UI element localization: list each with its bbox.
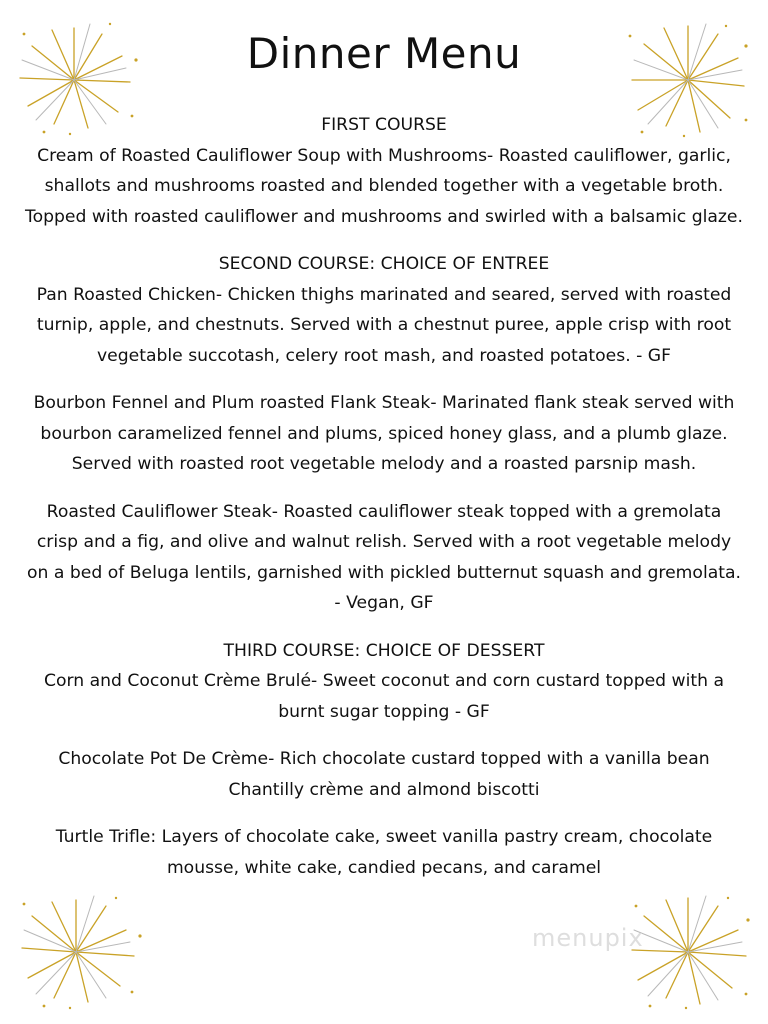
firework-sparkle-icon [16, 892, 146, 1012]
course-heading-second: SECOND COURSE: CHOICE OF ENTREE [218, 254, 550, 274]
course-heading-first: FIRST COURSE [321, 115, 447, 135]
watermark: menupix [532, 924, 644, 952]
course-second [24, 249, 744, 619]
menu-item-pot-de-creme: Chocolate Pot De Crème- Rich chocolate custard topped with a vanilla bean Chantilly crème and almond biscotti [58, 749, 710, 800]
menu-item-pan-roasted-chicken: Pan Roasted Chicken- Chicken thighs marinated and seared, served with roasted turnip, apple, and chestnuts. Served with a chestnut puree, apple crisp with root vegetable succotash, celery root mash, and roasted potatoes. - GF [36, 284, 732, 366]
item-spacer [24, 371, 744, 388]
section-spacer [24, 619, 744, 636]
course-first [24, 110, 744, 232]
menu-item-turtle-trifle: Turtle Trifle: Layers of chocolate cake, sweet vanilla pastry cream, chocolate mousse, white cake, candied pecans, and caramel [55, 827, 713, 878]
item-spacer [24, 480, 744, 497]
menu-item-flank-steak: Bourbon Fennel and Plum roasted Flank Steak- Marinated flank steak served with bourbon caramelized fennel and plums, spiced honey glass, and a plumb glaze. Served with roasted root vegetable melody and a roasted parsnip mash. [33, 393, 735, 474]
page-title: Dinner Menu [246, 29, 522, 78]
menu-item-creme-brule: Corn and Coconut Crème Brulé- Sweet coconut and corn custard topped with a burnt sugar topping - GF [43, 671, 725, 722]
menu-item-cauliflower-steak: Roasted Cauliflower Steak- Roasted cauliflower steak topped with a gremolata crisp and a fig, and olive and walnut relish. Served with a root vegetable melody on a bed of Beluga lentils, garnished with pickled butternut squash and gremolata. - Vegan, GF [26, 501, 741, 613]
firework-sparkle-icon [626, 890, 754, 1012]
course-heading-third: THIRD COURSE: CHOICE OF DESSERT [223, 640, 545, 661]
menu-item-cauliflower-soup: Cream of Roasted Cauliflower Soup with Mushrooms- Roasted cauliflower, garlic, shallots and mushrooms roasted and blended together with a vegetable broth. Topped with roasted cauliflower and mushrooms and swirled with a balsamic glaze. [25, 145, 743, 227]
section-spacer [24, 232, 744, 249]
course-third [24, 636, 744, 884]
item-spacer [24, 805, 744, 822]
menu-body [24, 110, 744, 883]
item-spacer [24, 727, 744, 744]
